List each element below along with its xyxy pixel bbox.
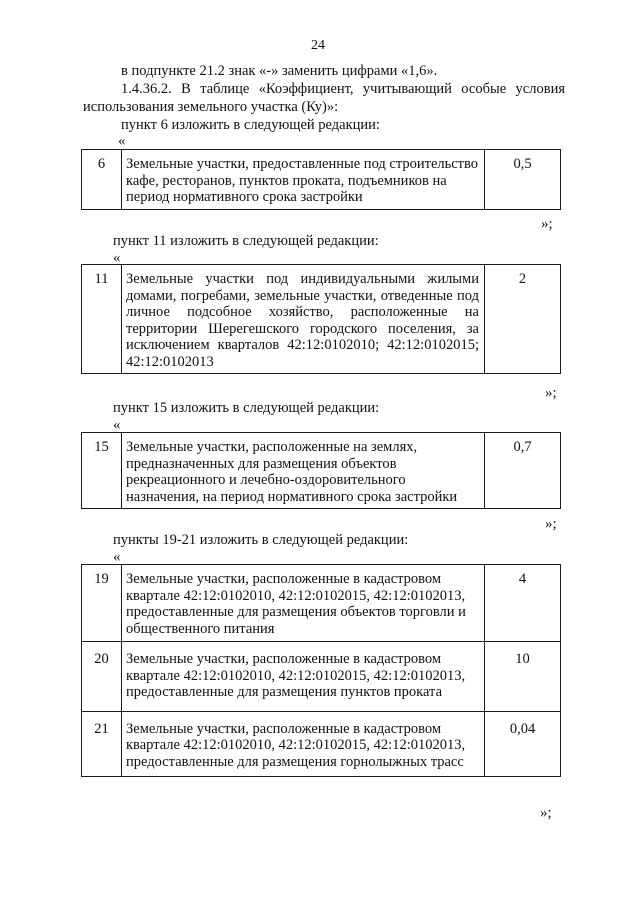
- intro-line-3: использования земельного участка (Ку)»:: [83, 99, 339, 115]
- table-row: [82, 711, 561, 777]
- section-15-open-quote: «: [113, 417, 121, 433]
- row-coefficient: 0,5: [485, 150, 561, 210]
- row-description: Земельные участки, расположенные на землях, предназначенных для размещения объектов рекреационного и лечебно-оздоровительного назначения, на период нормативного срока застройки: [122, 433, 485, 509]
- table-row: [82, 565, 561, 642]
- row-coefficient: 0,04: [485, 711, 561, 777]
- row-number: 21: [82, 711, 122, 777]
- page-number: 24: [311, 38, 325, 53]
- table-row: [82, 150, 561, 210]
- section-11-close-quote: »;: [545, 385, 557, 401]
- section-19-21-close-quote: »;: [540, 805, 552, 821]
- section-15-close-quote: »;: [545, 516, 557, 532]
- section-15-table: [81, 432, 561, 509]
- section-19-21-table: [81, 564, 561, 777]
- row-number: 15: [82, 433, 122, 509]
- row-coefficient: 10: [485, 642, 561, 712]
- row-number: 20: [82, 642, 122, 712]
- row-coefficient: 0,7: [485, 433, 561, 509]
- row-description: Земельные участки, предоставленные под строительство кафе, ресторанов, пунктов проката, подъемников на период нормативного срока застройки: [122, 150, 485, 210]
- row-number: 19: [82, 565, 122, 642]
- table-row: [82, 265, 561, 374]
- table-row: [82, 642, 561, 712]
- intro-line-1: в подпункте 21.2 знак «-» заменить цифрами «1,6».: [121, 63, 438, 79]
- row-coefficient: 4: [485, 565, 561, 642]
- row-description: Земельные участки, расположенные в кадастровом квартале 42:12:0102010, 42:12:0102015, 42:12:0102013, предоставленные для размещения пунктов проката: [122, 642, 485, 712]
- section-6-table: [81, 149, 561, 210]
- row-number: 6: [82, 150, 122, 210]
- section-15-intro: пункт 15 изложить в следующей редакции:: [113, 400, 380, 416]
- row-description: Земельные участки, расположенные в кадастровом квартале 42:12:0102010, 42:12:0102015, 42:12:0102013, предоставленные для размещения объектов торговли и общественного питания: [122, 565, 485, 642]
- section-6-close-quote: »;: [541, 216, 553, 232]
- row-description: Земельные участки, расположенные в кадастровом квартале 42:12:0102010, 42:12:0102015, 42:12:0102013, предоставленные для размещения горнолыжных трасс: [122, 711, 485, 777]
- table-row: [82, 433, 561, 509]
- intro-line-2: 1.4.36.2. В таблице «Коэффициент, учитывающий особые условия: [121, 81, 565, 97]
- section-19-21-intro: пункты 19-21 изложить в следующей редакции:: [113, 532, 409, 548]
- section-19-21-open-quote: «: [113, 549, 121, 565]
- section-11-table: [81, 264, 561, 374]
- section-11-open-quote: «: [113, 250, 121, 266]
- section-6-intro: пункт 6 изложить в следующей редакции:: [121, 117, 380, 133]
- row-description: Земельные участки под индивидуальными жилыми домами, погребами, земельные участки, отведенные под личное подсобное хозяйство, расположенные на территории Шерегешского городского поселения, за исключением кварталов 42:12:0102010; 42:12:0102015; 42:12:0102013: [122, 265, 485, 374]
- row-coefficient: 2: [485, 265, 561, 374]
- section-11-intro: пункт 11 изложить в следующей редакции:: [113, 233, 379, 249]
- row-number: 11: [82, 265, 122, 374]
- section-6-open-quote: «: [118, 133, 126, 149]
